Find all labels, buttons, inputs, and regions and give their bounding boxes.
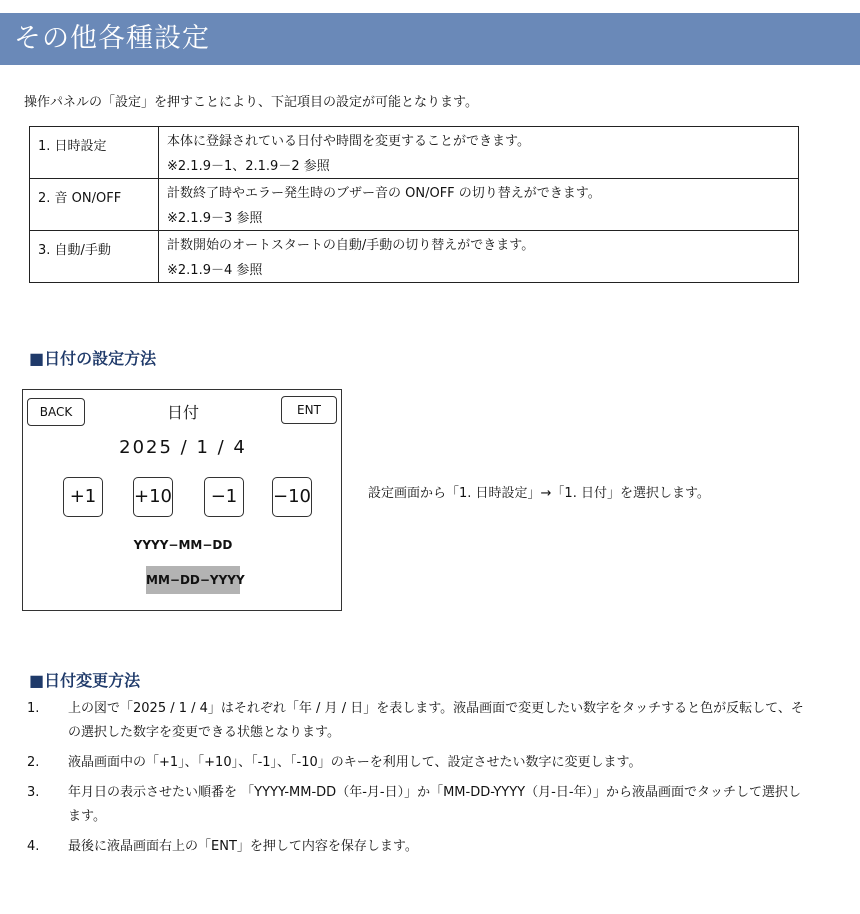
list-item [27, 697, 807, 745]
step-number: 3. [27, 785, 40, 800]
setting-description [159, 127, 799, 179]
page-title: その他各種設定 [0, 13, 860, 65]
setting-description [159, 179, 799, 231]
steps-list [27, 697, 807, 865]
screen-title: 日付 [166, 403, 199, 422]
step-number: 1. [27, 701, 40, 716]
ent-button[interactable]: ENT [281, 396, 337, 424]
step-text: 上の図で「2025 / 1 / 4」はそれぞれ「年 / 月 / 日」を表します。液晶画面で変更したい数字をタッチすると色が反転して、その選択した数字を変更できる状態となります。 [68, 701, 804, 740]
date-display[interactable]: 2025 / 1 / 4 [119, 437, 247, 458]
plus-ten-button[interactable]: +10 [133, 477, 173, 517]
back-button[interactable]: BACK [27, 398, 85, 426]
setting-desc-text: 本体に登録されている日付や時間を変更することができます。 [167, 134, 530, 149]
settings-table [29, 126, 799, 283]
setting-reference: ※2.1.9－3 参照 [167, 211, 263, 226]
setting-label: 1. 日時設定 [30, 127, 159, 179]
table-row [30, 231, 799, 283]
format-yyyy-mm-dd-option[interactable]: YYYY−MM−DD [133, 538, 233, 552]
step-text: 年月日の表示させたい順番を 「YYYY-MM-DD（年-月-日）」か「MM-DD-YYYY（月-日-年）」から液晶画面でタッチして選択します。 [68, 785, 802, 824]
plus-one-button[interactable]: +1 [63, 477, 103, 517]
list-item [27, 781, 807, 829]
list-item [27, 751, 807, 775]
table-row [30, 179, 799, 231]
step-number: 2. [27, 755, 40, 770]
setting-reference: ※2.1.9－1、2.1.9－2 参照 [167, 159, 330, 174]
setting-label: 3. 自動/手動 [30, 231, 159, 283]
date-setting-caption: 設定画面から「1. 日時設定」→「1. 日付」を選択します。 [368, 486, 710, 501]
step-text: 液晶画面中の「+1」、「+10」、「-1」、「-10」のキーを利用して、設定させたい数字に変更します。 [68, 755, 642, 770]
setting-reference: ※2.1.9－4 参照 [167, 263, 263, 278]
date-setting-heading: ■日付の設定方法 [29, 349, 157, 368]
date-screen-mockup [22, 389, 342, 611]
date-change-heading: ■日付変更方法 [29, 671, 141, 690]
list-item [27, 835, 807, 859]
setting-description [159, 231, 799, 283]
setting-desc-text: 計数終了時やエラー発生時のブザー音の ON/OFF の切り替えができます。 [167, 186, 601, 201]
setting-desc-text: 計数開始のオートスタートの自動/手動の切り替えができます。 [167, 238, 535, 253]
minus-ten-button[interactable]: −10 [272, 477, 312, 517]
minus-one-button[interactable]: −1 [204, 477, 244, 517]
intro-text: 操作パネルの「設定」を押すことにより、下記項目の設定が可能となります。 [24, 95, 478, 110]
step-number: 4. [27, 839, 40, 854]
setting-label: 2. 音 ON/OFF [30, 179, 159, 231]
step-text: 最後に液晶画面右上の「ENT」を押して内容を保存します。 [68, 839, 418, 854]
table-row [30, 127, 799, 179]
format-mm-dd-yyyy-option[interactable]: MM−DD−YYYY [146, 566, 240, 594]
